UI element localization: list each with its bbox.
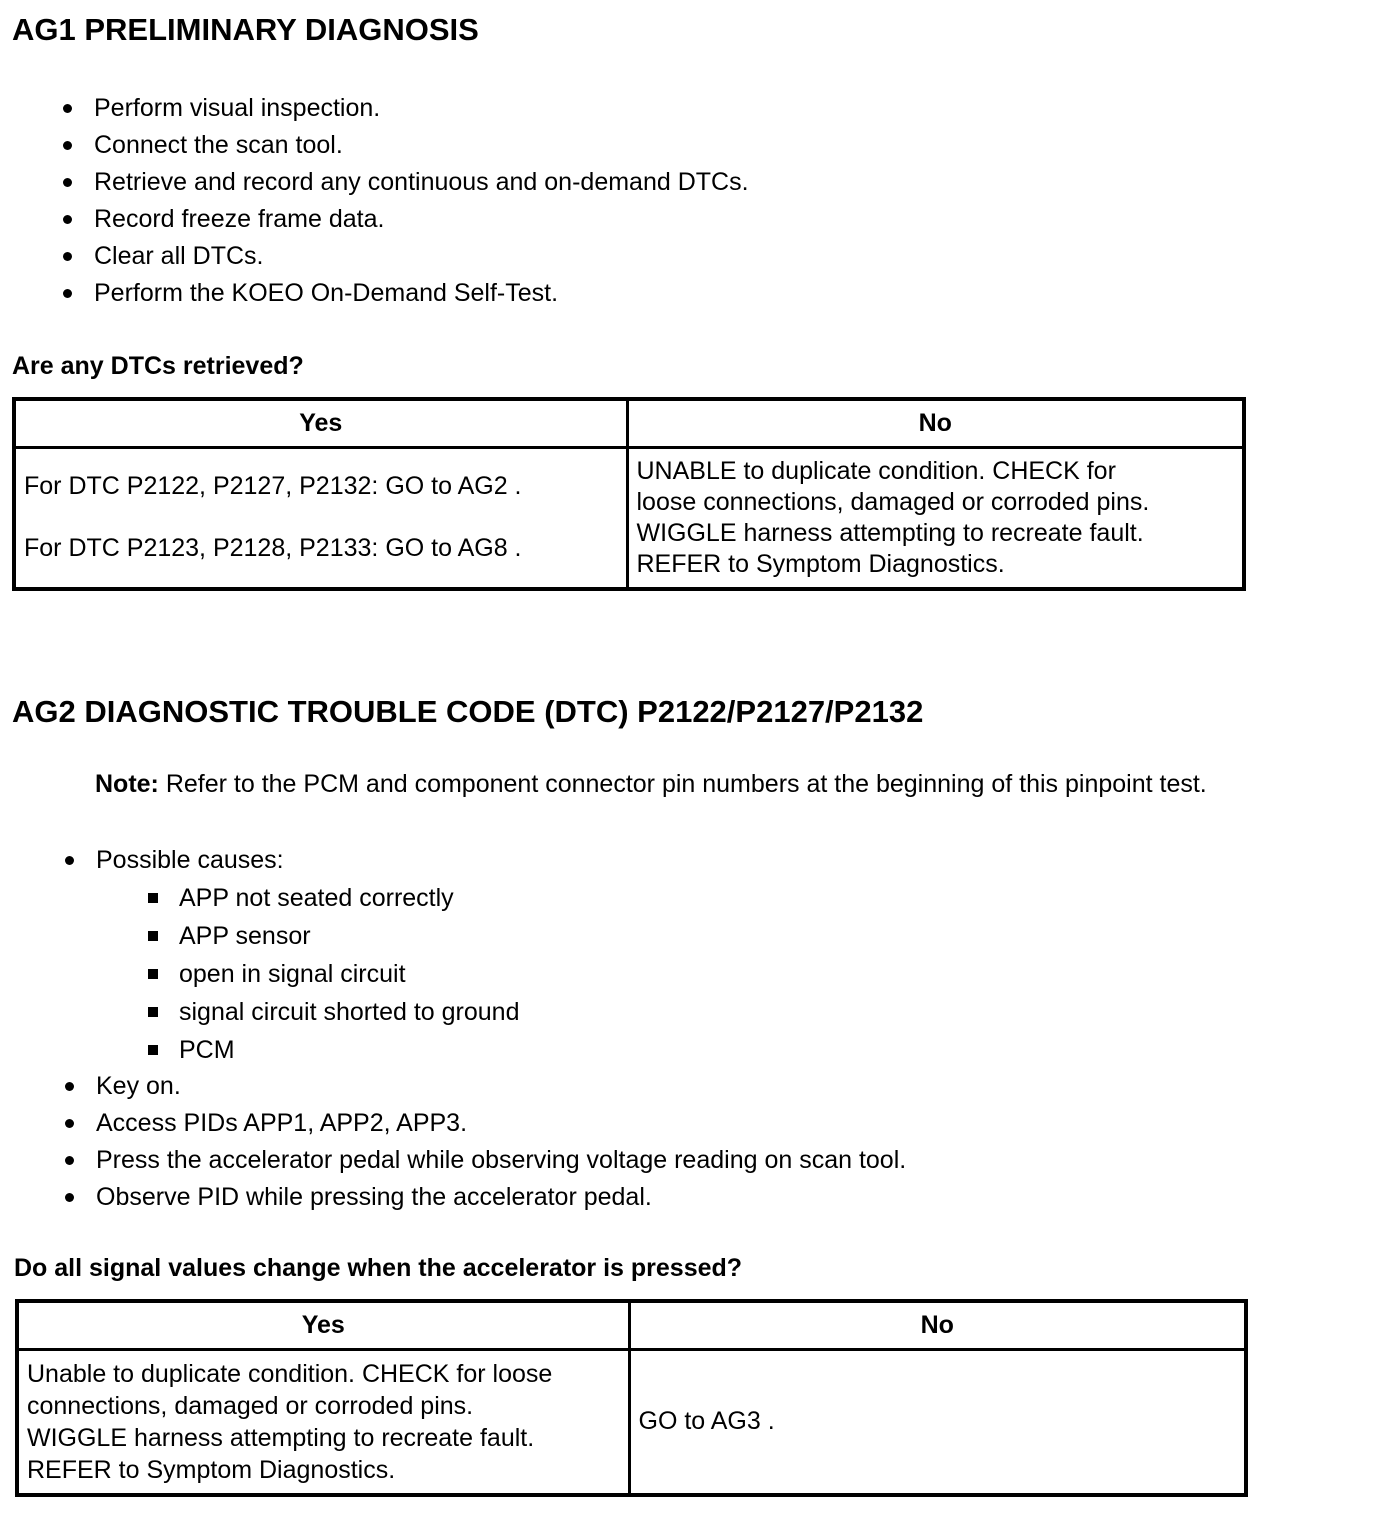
ag2-title: AG2 DIAGNOSTIC TROUBLE CODE (DTC) P2122/P2127/P2132 — [12, 694, 924, 729]
square-bullet-icon — [148, 931, 158, 941]
list-item — [94, 275, 749, 312]
note-text: Refer to the PCM and component connector pin numbers at the beginning of this pinpoint test. — [158, 770, 1207, 798]
list-item — [179, 879, 519, 917]
bullet-icon — [65, 1082, 74, 1091]
bullet-icon — [63, 215, 72, 224]
possible-causes-label: Possible causes: — [96, 846, 284, 874]
no-line: loose connections, damaged or corroded pins. — [636, 487, 1150, 516]
yes-header: Yes — [14, 399, 627, 447]
note-label: Note: — [95, 770, 159, 798]
list-item — [94, 201, 749, 238]
cause-text: open in signal circuit — [179, 960, 406, 988]
yes-cell — [14, 447, 627, 589]
bullet-icon — [63, 252, 72, 261]
ag2-note — [95, 770, 1207, 799]
yes-cell — [17, 1349, 629, 1495]
list-item — [179, 993, 519, 1031]
bullet-icon — [63, 104, 72, 113]
ag1-answer-table — [12, 397, 1246, 591]
step-text: Record freeze frame data. — [94, 205, 385, 233]
no-line: WIGGLE harness attempting to recreate fault. — [636, 518, 1144, 547]
list-item — [179, 1031, 519, 1069]
step-text: Perform visual inspection. — [94, 94, 381, 122]
ag1-question: Are any DTCs retrieved? — [12, 352, 304, 380]
square-bullet-icon — [148, 1045, 158, 1055]
ag2-causes-list — [96, 842, 284, 879]
ag2-answer-table — [15, 1299, 1248, 1497]
step-text: Clear all DTCs. — [94, 242, 264, 270]
step-text: Observe PID while pressing the accelerator pedal. — [96, 1183, 652, 1211]
cause-text: signal circuit shorted to ground — [179, 998, 520, 1026]
ag2-question: Do all signal values change when the accelerator is pressed? — [14, 1254, 743, 1282]
yes-line: Unable to duplicate condition. CHECK for loose — [27, 1359, 553, 1388]
ag1-title: AG1 PRELIMINARY DIAGNOSIS — [12, 12, 479, 47]
no-cell — [627, 447, 1244, 589]
list-item — [96, 1142, 906, 1179]
no-header: No — [627, 399, 1244, 447]
no-line: GO to AG3 . — [638, 1407, 775, 1436]
list-item — [96, 1105, 906, 1142]
bullet-icon — [63, 289, 72, 298]
list-item — [96, 842, 284, 879]
list-item — [179, 917, 519, 955]
list-item — [179, 955, 519, 993]
no-line: REFER to Symptom Diagnostics. — [636, 549, 1005, 578]
ag2-step-list — [96, 1068, 906, 1216]
square-bullet-icon — [148, 969, 158, 979]
bullet-icon — [65, 1119, 74, 1128]
square-bullet-icon — [148, 1007, 158, 1017]
step-text: Connect the scan tool. — [94, 131, 343, 159]
step-text: Retrieve and record any continuous and on-demand DTCs. — [94, 168, 749, 196]
bullet-icon — [65, 1193, 74, 1202]
step-text: Key on. — [96, 1072, 181, 1100]
bullet-icon — [63, 178, 72, 187]
list-item — [94, 127, 749, 164]
list-item — [94, 238, 749, 275]
bullet-icon — [63, 141, 72, 150]
no-line: UNABLE to duplicate condition. CHECK for — [636, 456, 1116, 485]
yes-line: WIGGLE harness attempting to recreate fault. — [27, 1423, 535, 1452]
yes-line: For DTC P2122, P2127, P2132: GO to AG2 . — [24, 472, 522, 501]
yes-header: Yes — [17, 1301, 629, 1349]
step-text: Access PIDs APP1, APP2, APP3. — [96, 1109, 468, 1137]
yes-line: For DTC P2123, P2128, P2133: GO to AG8 . — [24, 534, 522, 563]
no-cell — [629, 1349, 1246, 1495]
yes-line: REFER to Symptom Diagnostics. — [27, 1455, 396, 1484]
no-header: No — [629, 1301, 1246, 1349]
square-bullet-icon — [148, 893, 158, 903]
cause-text: PCM — [179, 1036, 235, 1064]
bullet-icon — [65, 856, 74, 865]
bullet-icon — [65, 1156, 74, 1165]
list-item — [94, 90, 749, 127]
list-item — [94, 164, 749, 201]
list-item — [96, 1179, 906, 1216]
step-text: Press the accelerator pedal while observing voltage reading on scan tool. — [96, 1146, 907, 1174]
yes-line: connections, damaged or corroded pins. — [27, 1391, 474, 1420]
cause-text: APP not seated correctly — [179, 884, 454, 912]
list-item — [96, 1068, 906, 1105]
ag1-step-list — [94, 90, 749, 312]
cause-text: APP sensor — [179, 922, 311, 950]
step-text: Perform the KOEO On-Demand Self-Test. — [94, 279, 559, 307]
ag2-causes-sublist — [179, 879, 519, 1069]
